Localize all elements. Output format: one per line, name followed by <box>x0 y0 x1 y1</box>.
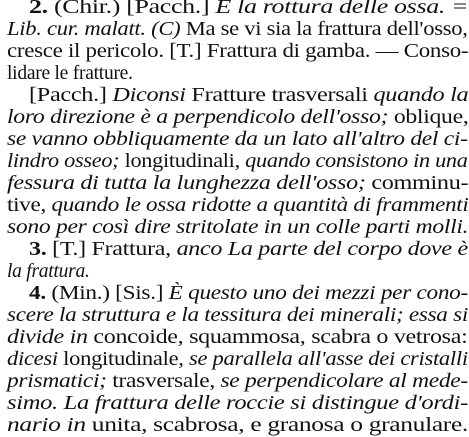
text-line <box>7 18 468 41</box>
text-segment: quando le ossa ridotte a quantità di frammenti <box>51 195 469 216</box>
text-segment: cresce il pericolo. [T.] Frattura di gamba. — Conso- <box>7 41 469 62</box>
text-segment: 3. <box>29 239 53 260</box>
text-line <box>29 238 468 261</box>
text-line <box>29 282 468 305</box>
text-segment: longitudinali, <box>124 151 246 172</box>
text-segment: loro direzione è a perpendicolo dell'osso; <box>7 107 394 128</box>
text-line <box>7 326 467 349</box>
text-segment: dicesi <box>7 349 64 370</box>
text-segment: concoide, squammosa, scabra o vetrosa: <box>93 327 468 348</box>
text-segment: comminu- <box>371 173 469 194</box>
text-segment: scere la struttura e la tessitura dei minerali; essa si <box>7 305 468 326</box>
text-segment: nario in <box>7 415 92 436</box>
text-segment: quando la <box>373 85 469 106</box>
text-line <box>7 260 90 283</box>
text-segment: tive, <box>7 195 52 216</box>
text-segment: fessura di tutta la lunghezza dell'osso; <box>7 173 372 194</box>
text-segment: unita, scabrosa, e granosa o granulare. <box>91 415 468 436</box>
text-segment: se parallela all'asse dei cristalli <box>188 349 468 370</box>
text-segment: simo. La frattura delle roccie si distingue d'ordi- <box>7 393 468 414</box>
text-segment: longitudinale, <box>63 349 189 370</box>
text-segment: (Min.) [Sis.] <box>51 283 169 304</box>
text-segment: lidare le fratture. <box>7 63 133 84</box>
text-segment: lindro osseo; <box>7 151 125 172</box>
text-segment: oblique, <box>393 107 469 128</box>
text-segment: Diconsi <box>112 85 192 106</box>
text-line <box>7 128 468 151</box>
text-segment: E la rottura delle ossa. = <box>215 0 469 18</box>
text-segment: trasversale, <box>112 371 221 392</box>
text-segment: È questo uno dei mezzi per cono- <box>168 283 468 304</box>
text-line <box>7 194 469 217</box>
text-line <box>7 370 468 393</box>
text-line <box>7 392 468 415</box>
text-line <box>7 106 468 129</box>
text-segment: anco La parte del corpo dove è <box>176 239 468 260</box>
text-segment: 2. <box>29 0 54 18</box>
text-segment: sono per così dire stritolate in un colle parti molli. <box>7 217 469 238</box>
text-segment: 4. <box>29 283 52 304</box>
text-segment: la frattura. <box>7 261 90 282</box>
text-line <box>7 304 468 327</box>
text-line <box>7 348 468 371</box>
text-segment: [T.] Frattura, <box>52 239 177 260</box>
text-segment: se vanno obbliquamente da un lato all'altro del ci- <box>7 129 468 150</box>
text-line <box>29 84 468 107</box>
text-segment: se perpendicolare al mede- <box>220 371 468 392</box>
text-line <box>7 62 133 85</box>
text-line <box>29 0 468 19</box>
text-segment: prismatici; <box>7 371 113 392</box>
text-line <box>7 40 468 63</box>
text-line <box>7 150 468 173</box>
text-line <box>7 172 468 195</box>
text-segment: (Chir.) [Pacch.] <box>53 0 216 18</box>
text-segment: quando consistono in una <box>245 151 468 172</box>
text-segment: Lib. cur. malatt. (C) <box>7 19 186 40</box>
text-segment: Ma se vi sia la frattura dell'osso, <box>185 19 468 40</box>
text-segment: Fratture trasversali <box>191 85 374 106</box>
text-segment: divide in <box>7 327 94 348</box>
text-segment: [Pacch.] <box>29 85 113 106</box>
text-line <box>7 216 468 239</box>
